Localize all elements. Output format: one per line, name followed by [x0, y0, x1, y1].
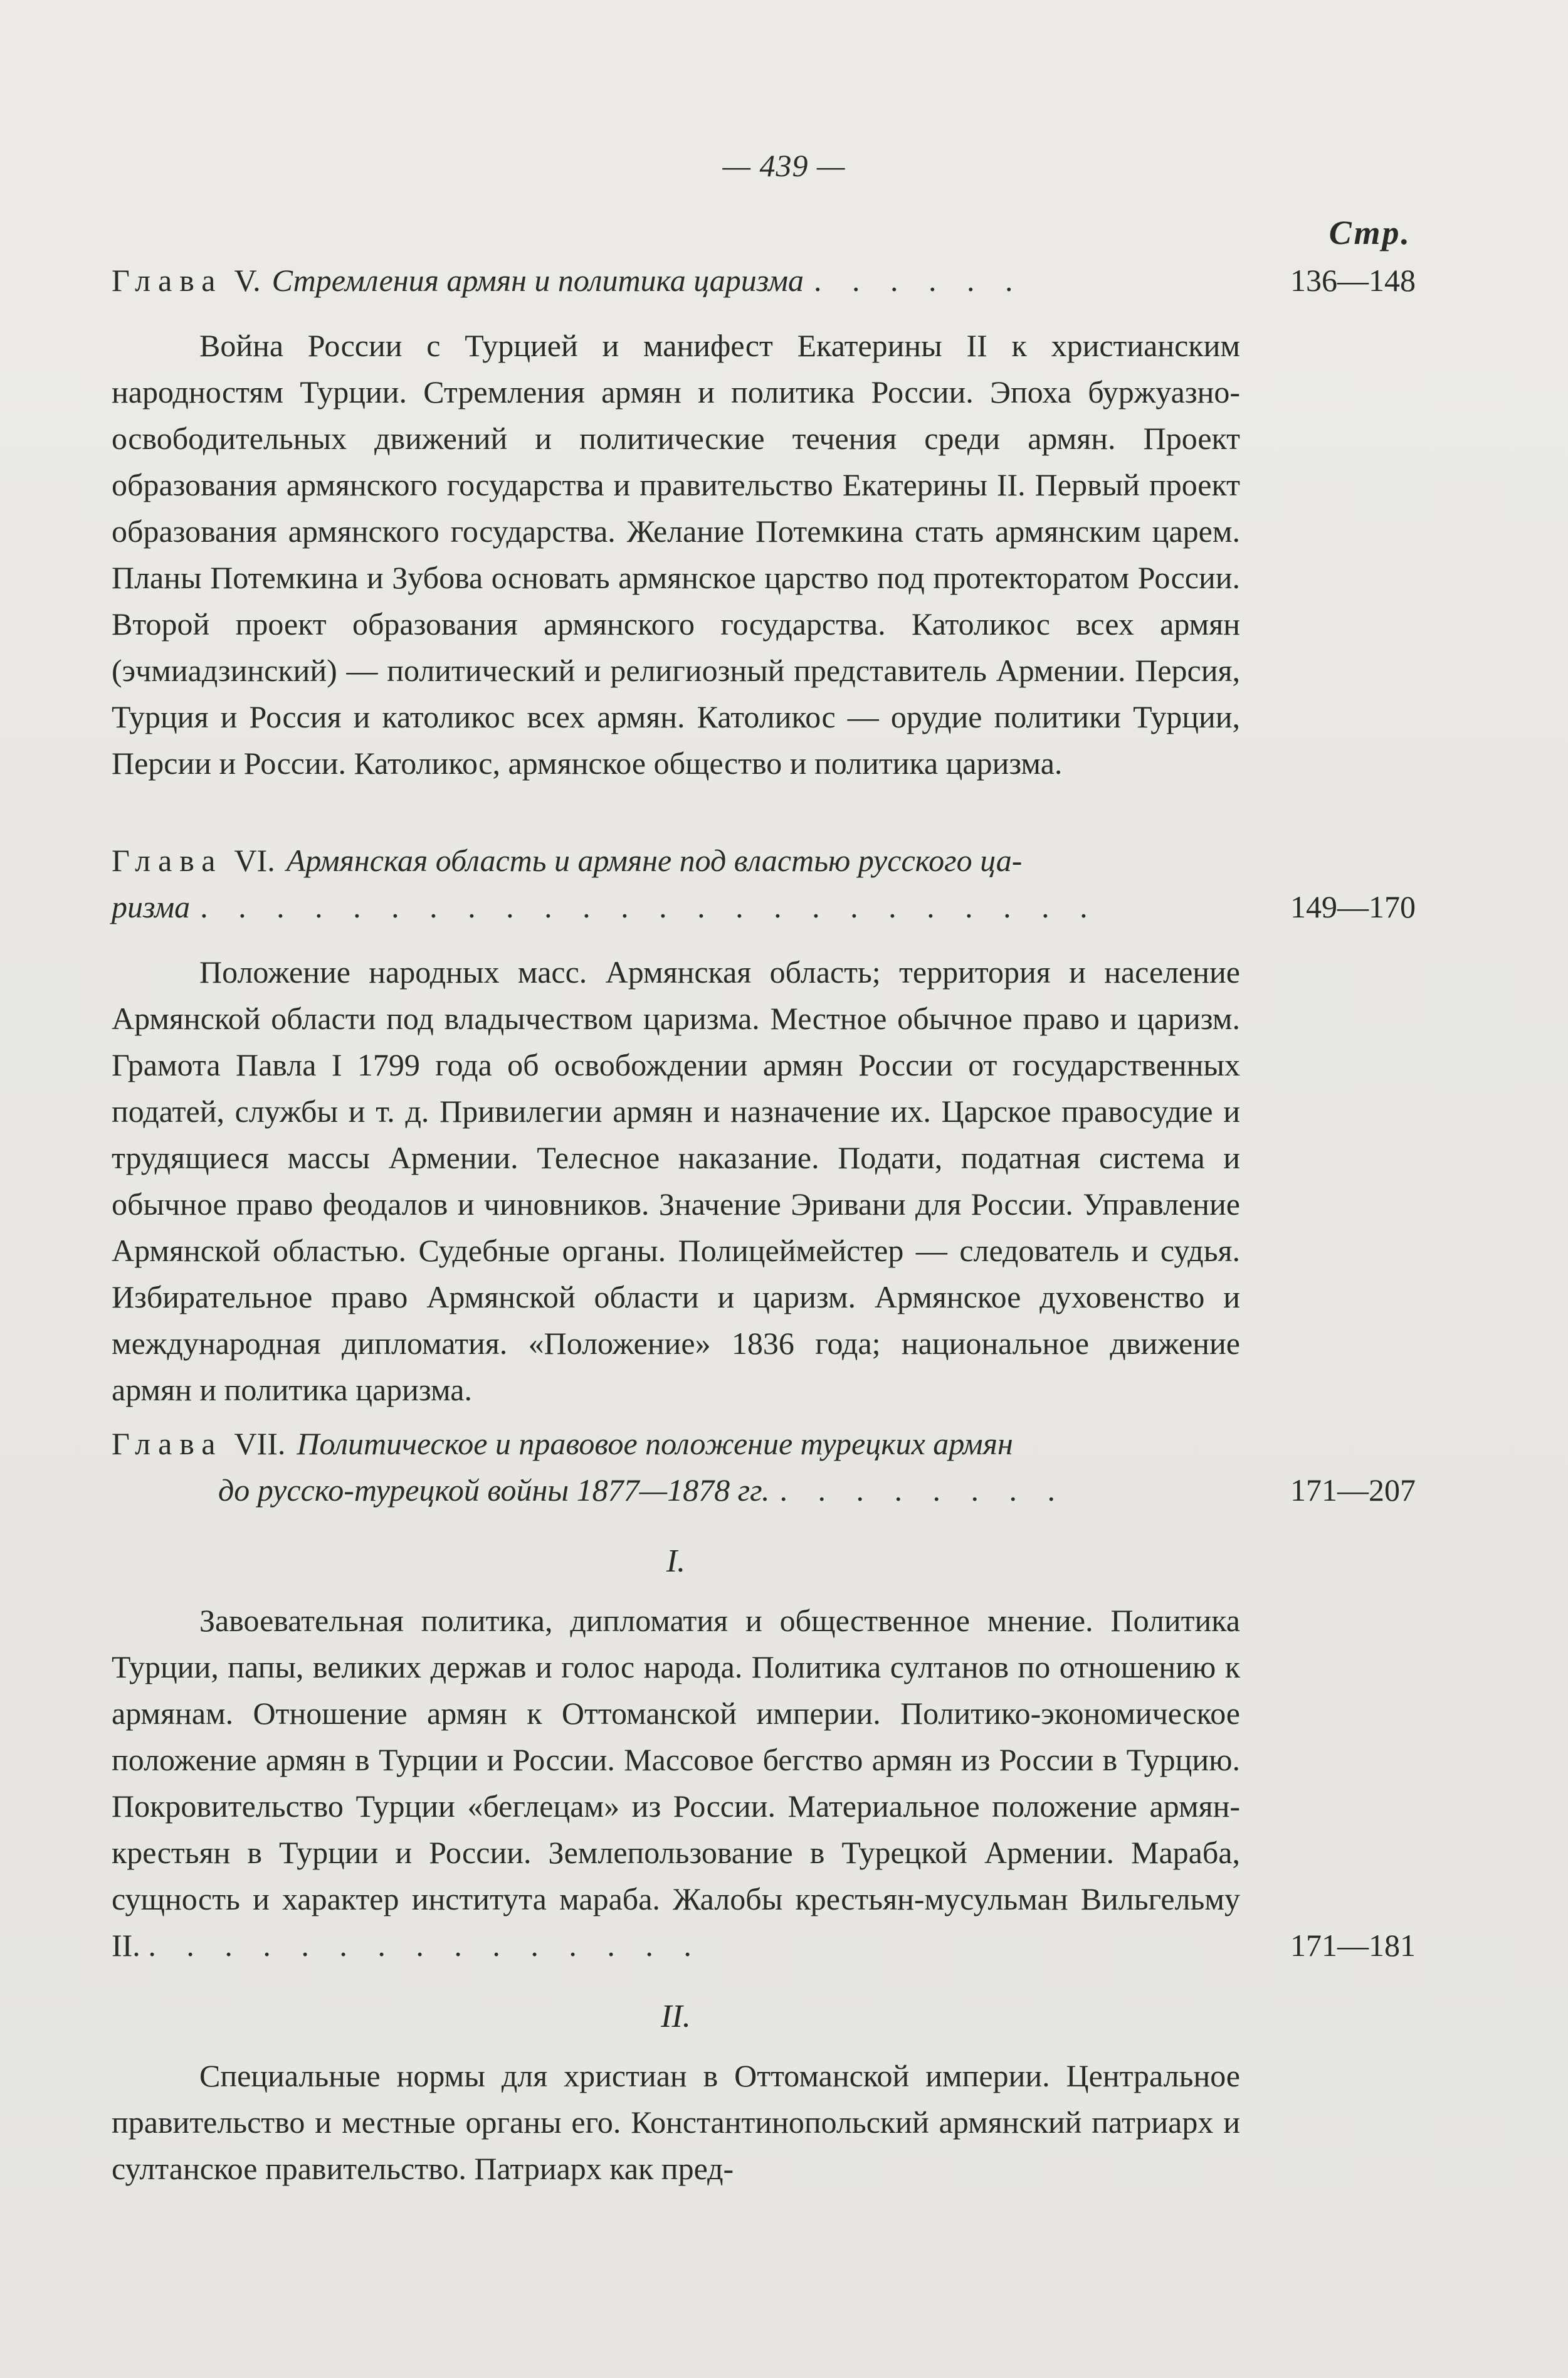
chapter-pages: 171—207: [1290, 1472, 1416, 1508]
leader-dots: . . . . . . . . . . . . . . .: [148, 1928, 703, 1963]
section-number: I.: [666, 1543, 686, 1579]
chapter-v: [112, 257, 1416, 786]
section-description: Специальные нормы для христиан в Оттоманской империи. Центральное правительство и местные органы его. Константинопольский армянский патриарх и султанское правительство. Патриарх как пред-: [112, 2058, 1240, 2186]
chapter-heading: [112, 837, 1416, 930]
chapter-heading: [112, 257, 1416, 304]
pages-column-header: Стр.: [1329, 214, 1411, 251]
chapter-number: VII.: [234, 1426, 286, 1461]
chapter-title-line-2: до русско-турецкой войны 1877—1878 гг.: [218, 1472, 770, 1508]
chapter-title-line-1: Политическое и правовое положение турецких армян: [297, 1426, 1013, 1461]
chapter-description: Война России с Турцией и манифест Екатерины II к христианским народностям Турции. Стремления армян и политика России. Эпоха буржуазно-освободительных движений и политические течения среди армян. Проект образования армянского государства и правительство Екатерины II. Первый проект образования армянского государства. Желание Потемкина стать армянским царем. Планы Потемкина и Зубова основать армянское царство под протекторатом России. Второй проект образования армянского государства. Католикос всех армян (эчмиадзинский) — политический и религиозный представитель Армении. Персия, Турция и Россия и католикос всех армян. Католикос — орудие политики Турции, Персии и России. Католикос, армянское общество и политика царизма.: [112, 328, 1240, 781]
chapter-number: V.: [234, 263, 261, 298]
section-description: Завоевательная политика, дипломатия и общественное мнение. Политика Турции, папы, великих держав и голос народа. Политика султанов по отношению к армянам. Отношение армян к Оттоманской империи. Политико-экономическое положение армян в Турции и России. Массовое бегство армян из России в Турцию. Покровительство Турции «беглецам» из России. Материальное положение армян-крестьян в Турции и России. Землепользование в Турецкой Армении. Мараба, сущность и характер института мараба. Жалобы крестьян-мусульман Вильгельму II. . . . . . . . . . . . . . . .: [112, 1603, 1240, 1963]
chapter-label: Глава: [112, 843, 223, 878]
chapter-label: Глава: [112, 263, 223, 298]
leader-dots: . . . . . . . .: [779, 1472, 1066, 1508]
chapter-description: Положение народных масс. Армянская область; территория и население Армянской области под владычеством царизма. Местное обычное право и царизм. Грамота Павла I 1799 года об освобождении армян России от государственных податей, службы и т. д. Привилегии армян и назначение их. Царское правосудие и трудящиеся массы Армении. Телесное наказание. Подати, податная система и обычное право феодалов и чиновников. Значение Эривани для России. Управление Армянской областью. Судебные органы. Полицеймейстер — следователь и судья. Избирательное право Армянской области и царизм. Армянское духовенство и международная дипломатия. «Положение» 1836 года; национальное движение армян и политика царизма.: [112, 954, 1240, 1407]
page-number: — 439 —: [722, 148, 846, 183]
chapter-pages: 136—148: [1290, 263, 1416, 298]
chapter-title: Стремления армян и политика царизма: [271, 263, 804, 298]
section-i: [112, 1597, 1416, 1968]
section-number: II.: [661, 1999, 691, 2034]
chapter-number: VI.: [234, 843, 275, 878]
chapter-title-line-1: Армянская область и армяне под властью русского ца-: [286, 843, 1023, 878]
section-pages: 171—181: [1290, 1928, 1416, 1963]
leader-dots: . . . . . . . . . . . . . . . . . . . . . . . .: [200, 889, 1099, 924]
chapter-title-line-2: ризма: [112, 889, 191, 924]
leader-dots: . . . . . .: [813, 263, 1024, 298]
chapter-heading: [112, 1420, 1416, 1513]
chapter-label: Глава: [112, 1426, 223, 1461]
chapter-pages: 149—170: [1290, 889, 1416, 924]
chapter-vii: [112, 1420, 1416, 2192]
chapter-vi: [112, 837, 1416, 1413]
